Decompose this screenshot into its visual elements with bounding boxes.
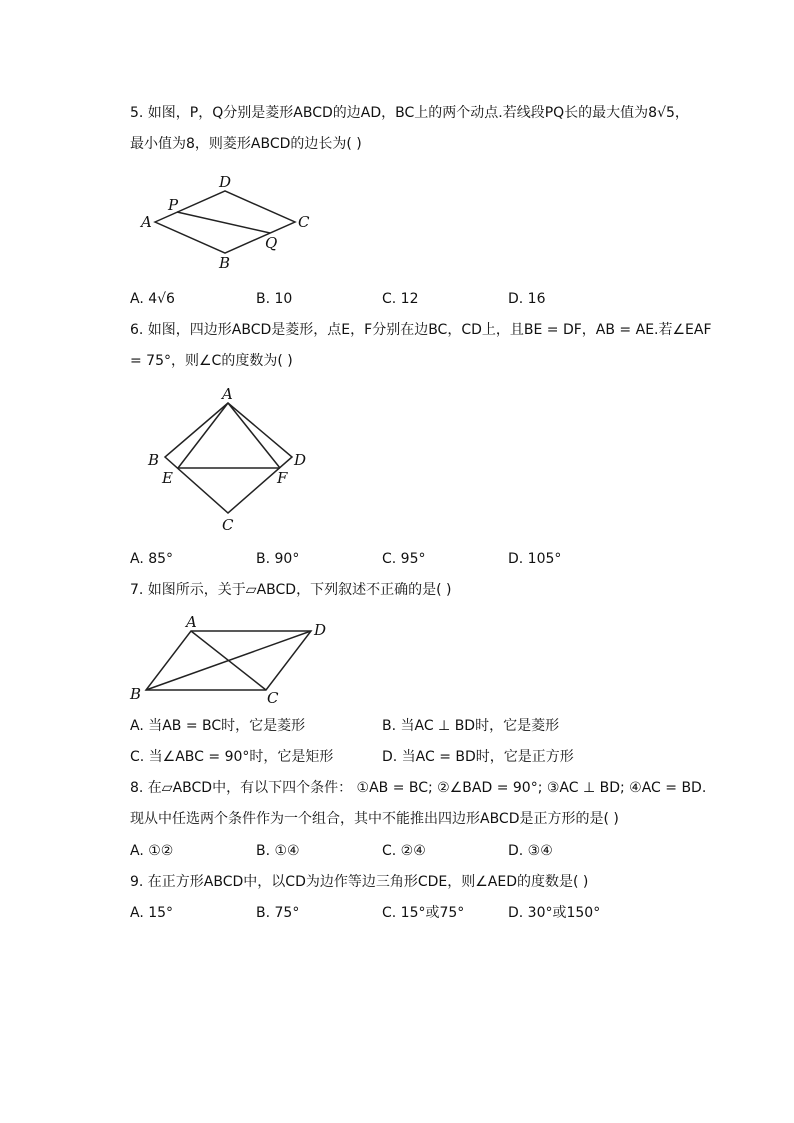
q5-stem-line2: 最小值为8，则菱形ABCD的边长为( ) [130,136,362,152]
q7-parallelogram-figure [128,612,343,707]
q5-label-a: A [141,213,152,231]
q8-option-c: C. ②④ [382,843,426,859]
q8-option-d: D. ③④ [508,843,553,859]
q7-option-d: D. 当AC = BD时，它是正方形 [382,749,574,765]
q5-label-b: B [219,254,231,272]
q7-stem-line1: 7. 如图所示，关于▱ABCD，下列叙述不正确的是( ) [130,582,452,598]
q7-option-a: A. 当AB = BC时，它是菱形 [130,718,306,734]
q6-rhombus-figure [140,385,330,535]
q9-option-d: D. 30°或150° [508,905,601,921]
q6-stem-line1: 6. 如图，四边形ABCD是菱形，点E，F分别在边BC，CD上，且BE = DF，AB = AE.若∠EAF [130,322,712,338]
q6-label-a: A [222,385,233,403]
q6-label-f: F [277,469,288,487]
q9-stem-line1: 9. 在正方形ABCD中，以CD为边作等边三角形CDE，则∠AED的度数是( ) [130,874,589,890]
q6-label-b: B [148,451,160,469]
q5-option-a: A. 4√6 [130,291,175,307]
q5-option-c: C. 12 [382,291,419,307]
q5-option-d: D. 16 [508,291,546,307]
q7-label-a: A [186,613,197,631]
q7-label-b: B [130,685,142,703]
q5-option-b: B. 10 [256,291,293,307]
q8-stem-line1: 8. 在▱ABCD中，有以下四个条件： ①AB = BC; ②∠BAD = 90°; ③AC ⊥ BD; ④AC = BD. [130,780,707,796]
q6-option-c: C. 95° [382,551,426,567]
q6-stem-line2: = 75°，则∠C的度数为( ) [130,353,293,369]
q6-option-d: D. 105° [508,551,562,567]
q6-label-e: E [162,469,173,487]
q8-option-b: B. ①④ [256,843,300,859]
q5-label-p: P [168,196,179,214]
q7-option-c: C. 当∠ABC = 90°时，它是矩形 [130,749,334,765]
q5-segment-pq [177,212,270,233]
q5-rhombus-figure [135,172,335,272]
q6-option-a: A. 85° [130,551,174,567]
q6-label-c: C [222,516,234,534]
q6-segment-ae [178,403,228,468]
q9-option-a: A. 15° [130,905,174,921]
q8-stem-line2: 现从中任选两个条件作为一个组合，其中不能推出四边形ABCD是正方形的是( ) [130,811,619,827]
q9-option-b: B. 75° [256,905,300,921]
q5-label-c: C [298,213,310,231]
q7-option-b: B. 当AC ⊥ BD时，它是菱形 [382,718,560,734]
q8-option-a: A. ①② [130,843,174,859]
q5-label-q: Q [265,234,278,252]
q7-label-c: C [267,689,279,707]
q5-label-d: D [219,173,232,191]
q7-diagonal-bd [146,631,311,690]
q6-label-d: D [294,451,307,469]
q6-segment-af [228,403,280,468]
q5-stem-line1: 5. 如图，P，Q分别是菱形ABCD的边AD，BC上的两个动点.若线段PQ长的最大值为8√5， [130,105,689,121]
q9-option-c: C. 15°或75° [382,905,465,921]
q7-label-d: D [314,621,327,639]
q6-option-b: B. 90° [256,551,300,567]
